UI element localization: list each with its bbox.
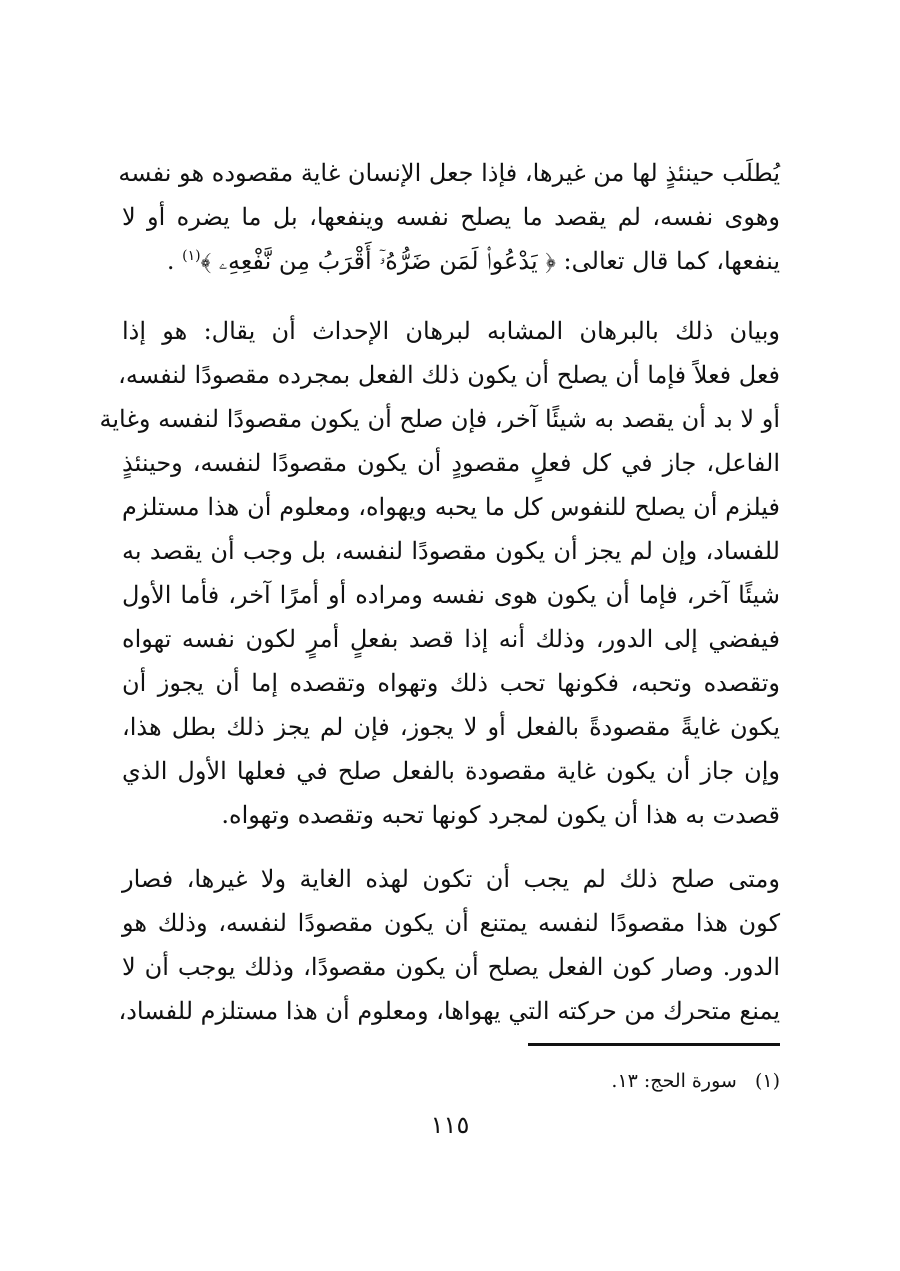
footnote-separator xyxy=(528,1043,780,1046)
footnote-marker: (١) xyxy=(754,1070,780,1092)
text-line: وهوى نفسه، لم يقصد ما يصلح نفسه وينفعها، بل ما يضره أو لا xyxy=(122,203,780,231)
text-line: الدور. وصار كون الفعل يصلح أن يكون مقصودًا، وذلك يوجب أن لا xyxy=(122,953,780,981)
text-line: يُطلَب حينئذٍ لها من غيرها، فإذا جعل الإنسان غاية مقصوده هو نفسه xyxy=(118,159,780,187)
text-line: وبيان ذلك بالبرهان المشابه لبرهان الإحداث أن يقال: هو إذا xyxy=(122,317,781,345)
footnote-text: سورة الحج: ١٣. xyxy=(611,1070,737,1092)
footnote xyxy=(400,1067,780,1095)
text-line-with-verse xyxy=(122,240,780,282)
text-line: وإن جاز أن يكون غاية مقصودة بالفعل صلح في فعلها الأول الذي xyxy=(122,757,780,785)
text-line: شيئًا آخر، فإما أن يكون هوى نفسه ومراده أو أمرًا آخر، فأما الأول xyxy=(122,581,780,609)
footnote-reference: (١) xyxy=(182,248,201,264)
text-line: أو لا بد أن يقصد به شيئًا آخر، فإن صلح أن يكون مقصودًا لنفسه وغاية xyxy=(99,405,780,433)
text-line: قصدت به هذا أن يكون لمجرد كونها تحبه وتقصده وتهواه. xyxy=(221,801,780,829)
text-line: فعل فعلاً فإما أن يصلح أن يكون ذلك الفعل بمجرده مقصودًا لنفسه، xyxy=(118,361,780,389)
page-number: ١١٥ xyxy=(430,1111,470,1139)
text-line: الفاعل، جاز في كل فعلٍ مقصودٍ أن يكون مقصودًا لنفسه، وحينئذٍ xyxy=(122,449,780,477)
text-line: وتقصده وتحبه، فكونها تحب ذلك وتهواه وتقصده إما أن يجوز أن xyxy=(122,669,780,697)
text-line: يكون غايةً مقصودةً بالفعل أو لا يجوز، فإن لم يجز ذلك بطل هذا، xyxy=(122,713,780,741)
text-line: فيفضي إلى الدور، وذلك أنه إذا قصد بفعلٍ أمرٍ لكون نفسه تهواه xyxy=(122,625,780,653)
quran-verse-text: ينفعها، كما قال تعالى: ﴿ يَدْعُوا۟ لَمَن ضَرُّهُۥٓ أَقْرَبُ مِن نَّفْعِهِۦ ﴾ xyxy=(200,247,780,275)
text-line: كون هذا مقصودًا لنفسه يمتنع أن يكون مقصودًا لنفسه، وذلك هو xyxy=(122,909,780,937)
text-line: يمنع متحرك من حركته التي يهواها، ومعلوم أن هذا مستلزم للفساد، xyxy=(118,997,780,1025)
text-line: فيلزم أن يصلح للنفوس كل ما يحبه ويهواه، ومعلوم أن هذا مستلزم xyxy=(122,493,780,521)
sentence-end: . xyxy=(166,247,183,275)
text-line: للفساد، وإن لم يجز أن يكون مقصودًا لنفسه، بل وجب أن يقصد به xyxy=(122,537,780,565)
text-line: ومتى صلح ذلك لم يجب أن تكون لهذه الغاية ولا غيرها، فصار xyxy=(122,865,780,893)
